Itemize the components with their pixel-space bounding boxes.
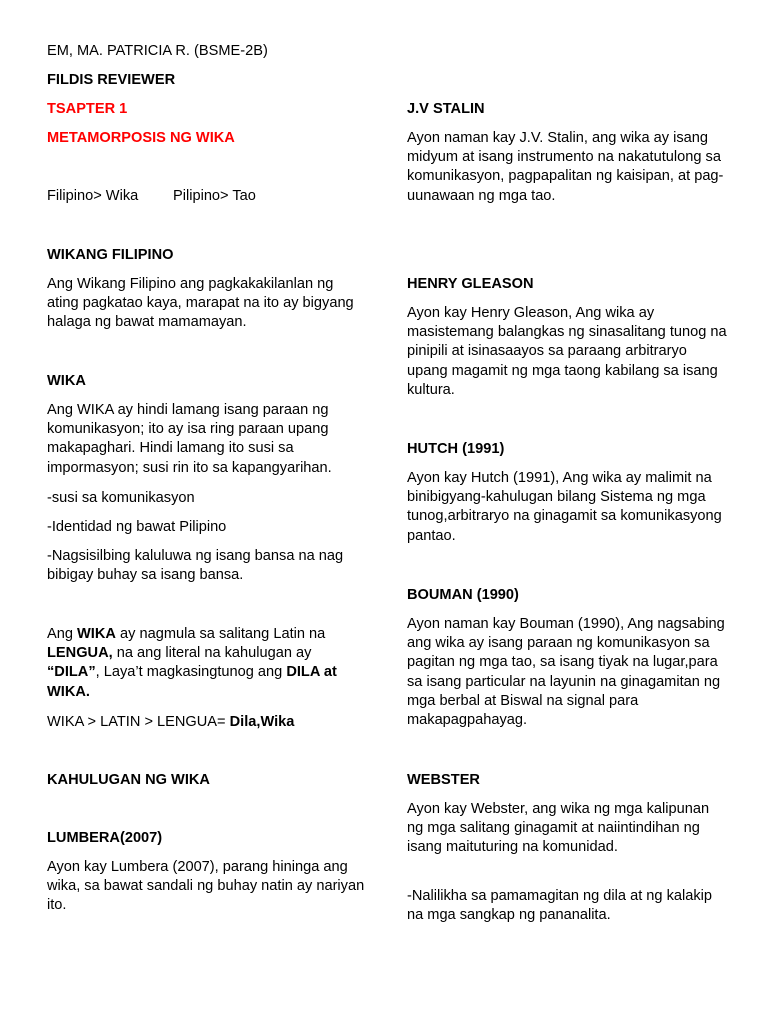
chapter-label: TSAPTER 1 bbox=[47, 101, 128, 117]
author-line: EM, MA. PATRICIA R. (BSME-2B) bbox=[47, 43, 268, 59]
hutch-body: Ayon kay Hutch (1991), Ang wika ay malimit na binibigyang-kahulugan bilang Sistema ng mga tunog,arbitraryo na ginagamit sa komunikasyong pantao. bbox=[407, 470, 722, 544]
formula-wika: Filipino> Wika bbox=[47, 188, 139, 204]
bouman-body: Ayon naman kay Bouman (1990), Ang nagsabing ang wika ay isang paraan ng komunikasyon sa pagitan ng mga tao, sa isang tiyak na lugar,para sa isang particular na layunin na ginagamitan ng mga berbal at Biswal na signal para makapagpahayag. bbox=[407, 616, 725, 729]
gleason-heading: HENRY GLEASON bbox=[407, 276, 534, 292]
document-title: FILDIS REVIEWER bbox=[47, 72, 176, 88]
wika-bullet-3: -Nagsisilbing kaluluwa ng isang bansa na nag bibigay buhay sa isang bansa. bbox=[47, 548, 344, 584]
formula-tao: Pilipino> Tao bbox=[173, 188, 256, 204]
formula-line bbox=[47, 187, 367, 206]
kahulugan-heading: KAHULUGAN NG WIKA bbox=[47, 772, 210, 788]
gleason-body: Ayon kay Henry Gleason, Ang wika ay masistemang balangkas ng sinasalitang tunog na pinipili at isinasaayos sa paraang arbitraryo upang magamit ng mga taong kabilang sa isang kultura. bbox=[407, 305, 727, 398]
webster-body: Ayon kay Webster, ang wika ng mga kalipunan ng mga salitang ginagamit at naiintindihan ng isang maituturing na komunidad. bbox=[407, 801, 710, 856]
webster-note: -Nalilikha sa pamamagitan ng dila at ng kalakip na mga sangkap ng pananalita. bbox=[407, 888, 713, 924]
wika-chain-line: WIKA > LATIN > LENGUA= Dila,Wika bbox=[47, 714, 295, 730]
hutch-heading: HUTCH (1991) bbox=[407, 441, 505, 457]
chapter-title: METAMORPOSIS NG WIKA bbox=[47, 130, 235, 146]
webster-heading: WEBSTER bbox=[407, 772, 480, 788]
wika-origin-paragraph: Ang WIKA ay nagmula sa salitang Latin na LENGUA, na ang literal na kahulugan ay “DILA”, Laya’t magkasingtunog ang DILA at WIKA. bbox=[47, 626, 337, 700]
wika-bullet-2: -Identidad ng bawat Pilipino bbox=[47, 519, 227, 535]
stalin-body: Ayon naman kay J.V. Stalin, ang wika ay isang midyum at isang instrumento na nakatutulong sa komunikasyon, pagpapalitan ng kaisipan, at pag-uunawaan ng mga tao. bbox=[407, 130, 724, 204]
wika-body: Ang WIKA ay hindi lamang isang paraan ng komunikasyon; ito ay isa ring paraan upang makapaghari. Hindi lamang ito susi sa impormasyon; susi rin ito sa kapangyarihan. bbox=[47, 402, 332, 476]
wikang-filipino-body: Ang Wikang Filipino ang pagkakakilanlan ng ating pagkatao kaya, marapat na ito ay bigyang halaga ng bawat mamamayan. bbox=[47, 276, 354, 331]
bouman-heading: BOUMAN (1990) bbox=[407, 587, 519, 603]
lumbera-heading: LUMBERA(2007) bbox=[47, 830, 163, 846]
stalin-heading: J.V STALIN bbox=[407, 101, 485, 117]
wikang-filipino-heading: WIKANG FILIPINO bbox=[47, 247, 174, 263]
wika-bullet-1: -susi sa komunikasyon bbox=[47, 490, 195, 506]
wika-heading: WIKA bbox=[47, 373, 86, 389]
lumbera-body: Ayon kay Lumbera (2007), parang hininga ang wika, sa bawat sandali ng buhay natin ay nariyan ito. bbox=[47, 859, 365, 914]
